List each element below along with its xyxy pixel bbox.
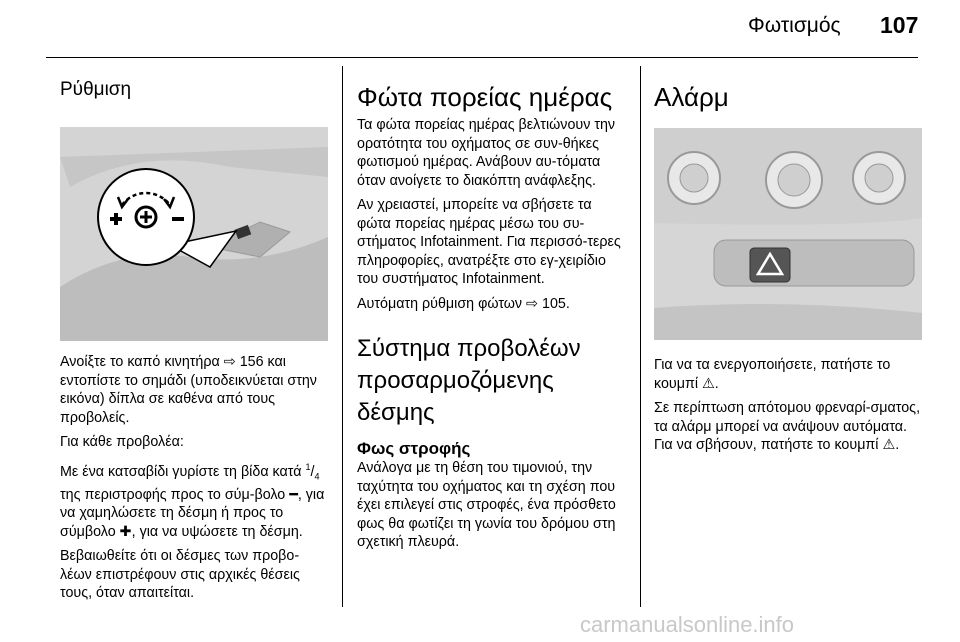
- text-run: της περιστροφής προς το σύμ-βολο: [60, 486, 290, 503]
- section-heading-adjustment: Ρύθμιση: [60, 79, 132, 100]
- paragraph: Για να τα ενεργοποιήσετε, πατήστε το κουμπί ⚠.: [654, 357, 891, 392]
- text-run: Με ένα κατσαβίδι γυρίστε τη βίδα κατά: [60, 463, 306, 480]
- fraction-numerator: 1: [305, 461, 311, 472]
- page-header-title: Φωτισμός: [748, 14, 841, 37]
- paragraph: Αν χρειαστεί, μπορείτε να σβήσετε τα φώτα πορείας ημέρας μέσω του συ-στήματος Infotainment. Για περισσό-τερες πληροφορίες, ανατρέξτε στο εγ-χειρίδιο του συστήματος Infotainment.: [357, 197, 621, 287]
- fraction-denominator: 4: [314, 471, 320, 482]
- page-number: 107: [880, 12, 919, 38]
- section-heading-daytime-lights: Φώτα πορείας ημέρας: [357, 82, 613, 112]
- subheading-cornering-light: Φως στροφής: [357, 439, 471, 458]
- text-run: , για να υψώσετε τη δέσμη.: [131, 523, 303, 540]
- paragraph: Ανάλογα με τη θέση του τιμονιού, την ταχύτητα του οχήματος και τη σχέση που έχει επιλεγεί στις στροφές, ένα πρόσθετο φως θα φωτίζει τη γωνία του δρόμου στη σχετική πλευρά.: [357, 460, 616, 550]
- column-divider: [640, 66, 641, 607]
- paragraph: Σε περίπτωση απότομου φρεναρί-σματος, τα αλάρμ μπορεί να ανάψουν αυτόματα. Για να σβήσουν, πατήστε το κουμπί ⚠.: [654, 400, 921, 453]
- column-divider: [342, 66, 343, 607]
- section-heading-adaptive-headlights: Σύστημα προβολέων προσαρμοζόμενης δέσμης: [357, 335, 581, 426]
- hazard-switch-illustration: [654, 128, 922, 340]
- column-daytime-lights: [357, 66, 629, 558]
- paragraph: Αυτόματη ρύθμιση φώτων ⇨ 105.: [357, 295, 570, 312]
- section-heading-hazard-lights: Αλάρμ: [654, 82, 729, 112]
- paragraph: Με ένα κατσαβίδι γυρίστε τη βίδα κατά $^1/_4$ της περιστροφής προς το σύμ-βολο ━, για να χαμηλώσετε τη δέσμη ή προς το σύμβολο ✚, για να υψώσετε τη δέσμη.: [60, 461, 325, 540]
- watermark: carmanualsonline.info: [580, 612, 795, 637]
- paragraph: Βεβαιωθείτε ότι οι δέσμες των προβο-λέων επιστρέφουν στις αρχικές θέσεις τους, όταν απαιτείται.: [60, 548, 300, 602]
- headlight-adjustment-illustration: [60, 127, 328, 341]
- paragraph: Τα φώτα πορείας ημέρας βελτιώνουν την ορατότητα του οχήματος σε συν-θήκες φωτισμού ημέρας. Ανάβουν αυ-τόματα όταν ανοίγετε το διακόπτη ανάφλεξης.: [357, 117, 616, 189]
- column-headlight-adjustment: [60, 66, 328, 609]
- paragraph: Ανοίξτε το καπό κινητήρα ⇨ 156 και εντοπίστε το σημάδι (υποδεικνύεται στην εικόνα) δίπλα σε καθένα από τους προβολείς.: [60, 354, 317, 426]
- paragraph: Για κάθε προβολέα:: [60, 434, 184, 450]
- header-rule: [46, 57, 918, 58]
- minus-symbol-icon: ━: [289, 486, 298, 503]
- plus-symbol-icon: ✚: [119, 523, 132, 540]
- column-hazard-lights: [654, 66, 926, 461]
- text-run: , για να χαμηλώσετε τη δέσμη ή προς το σύμβολο: [60, 486, 325, 540]
